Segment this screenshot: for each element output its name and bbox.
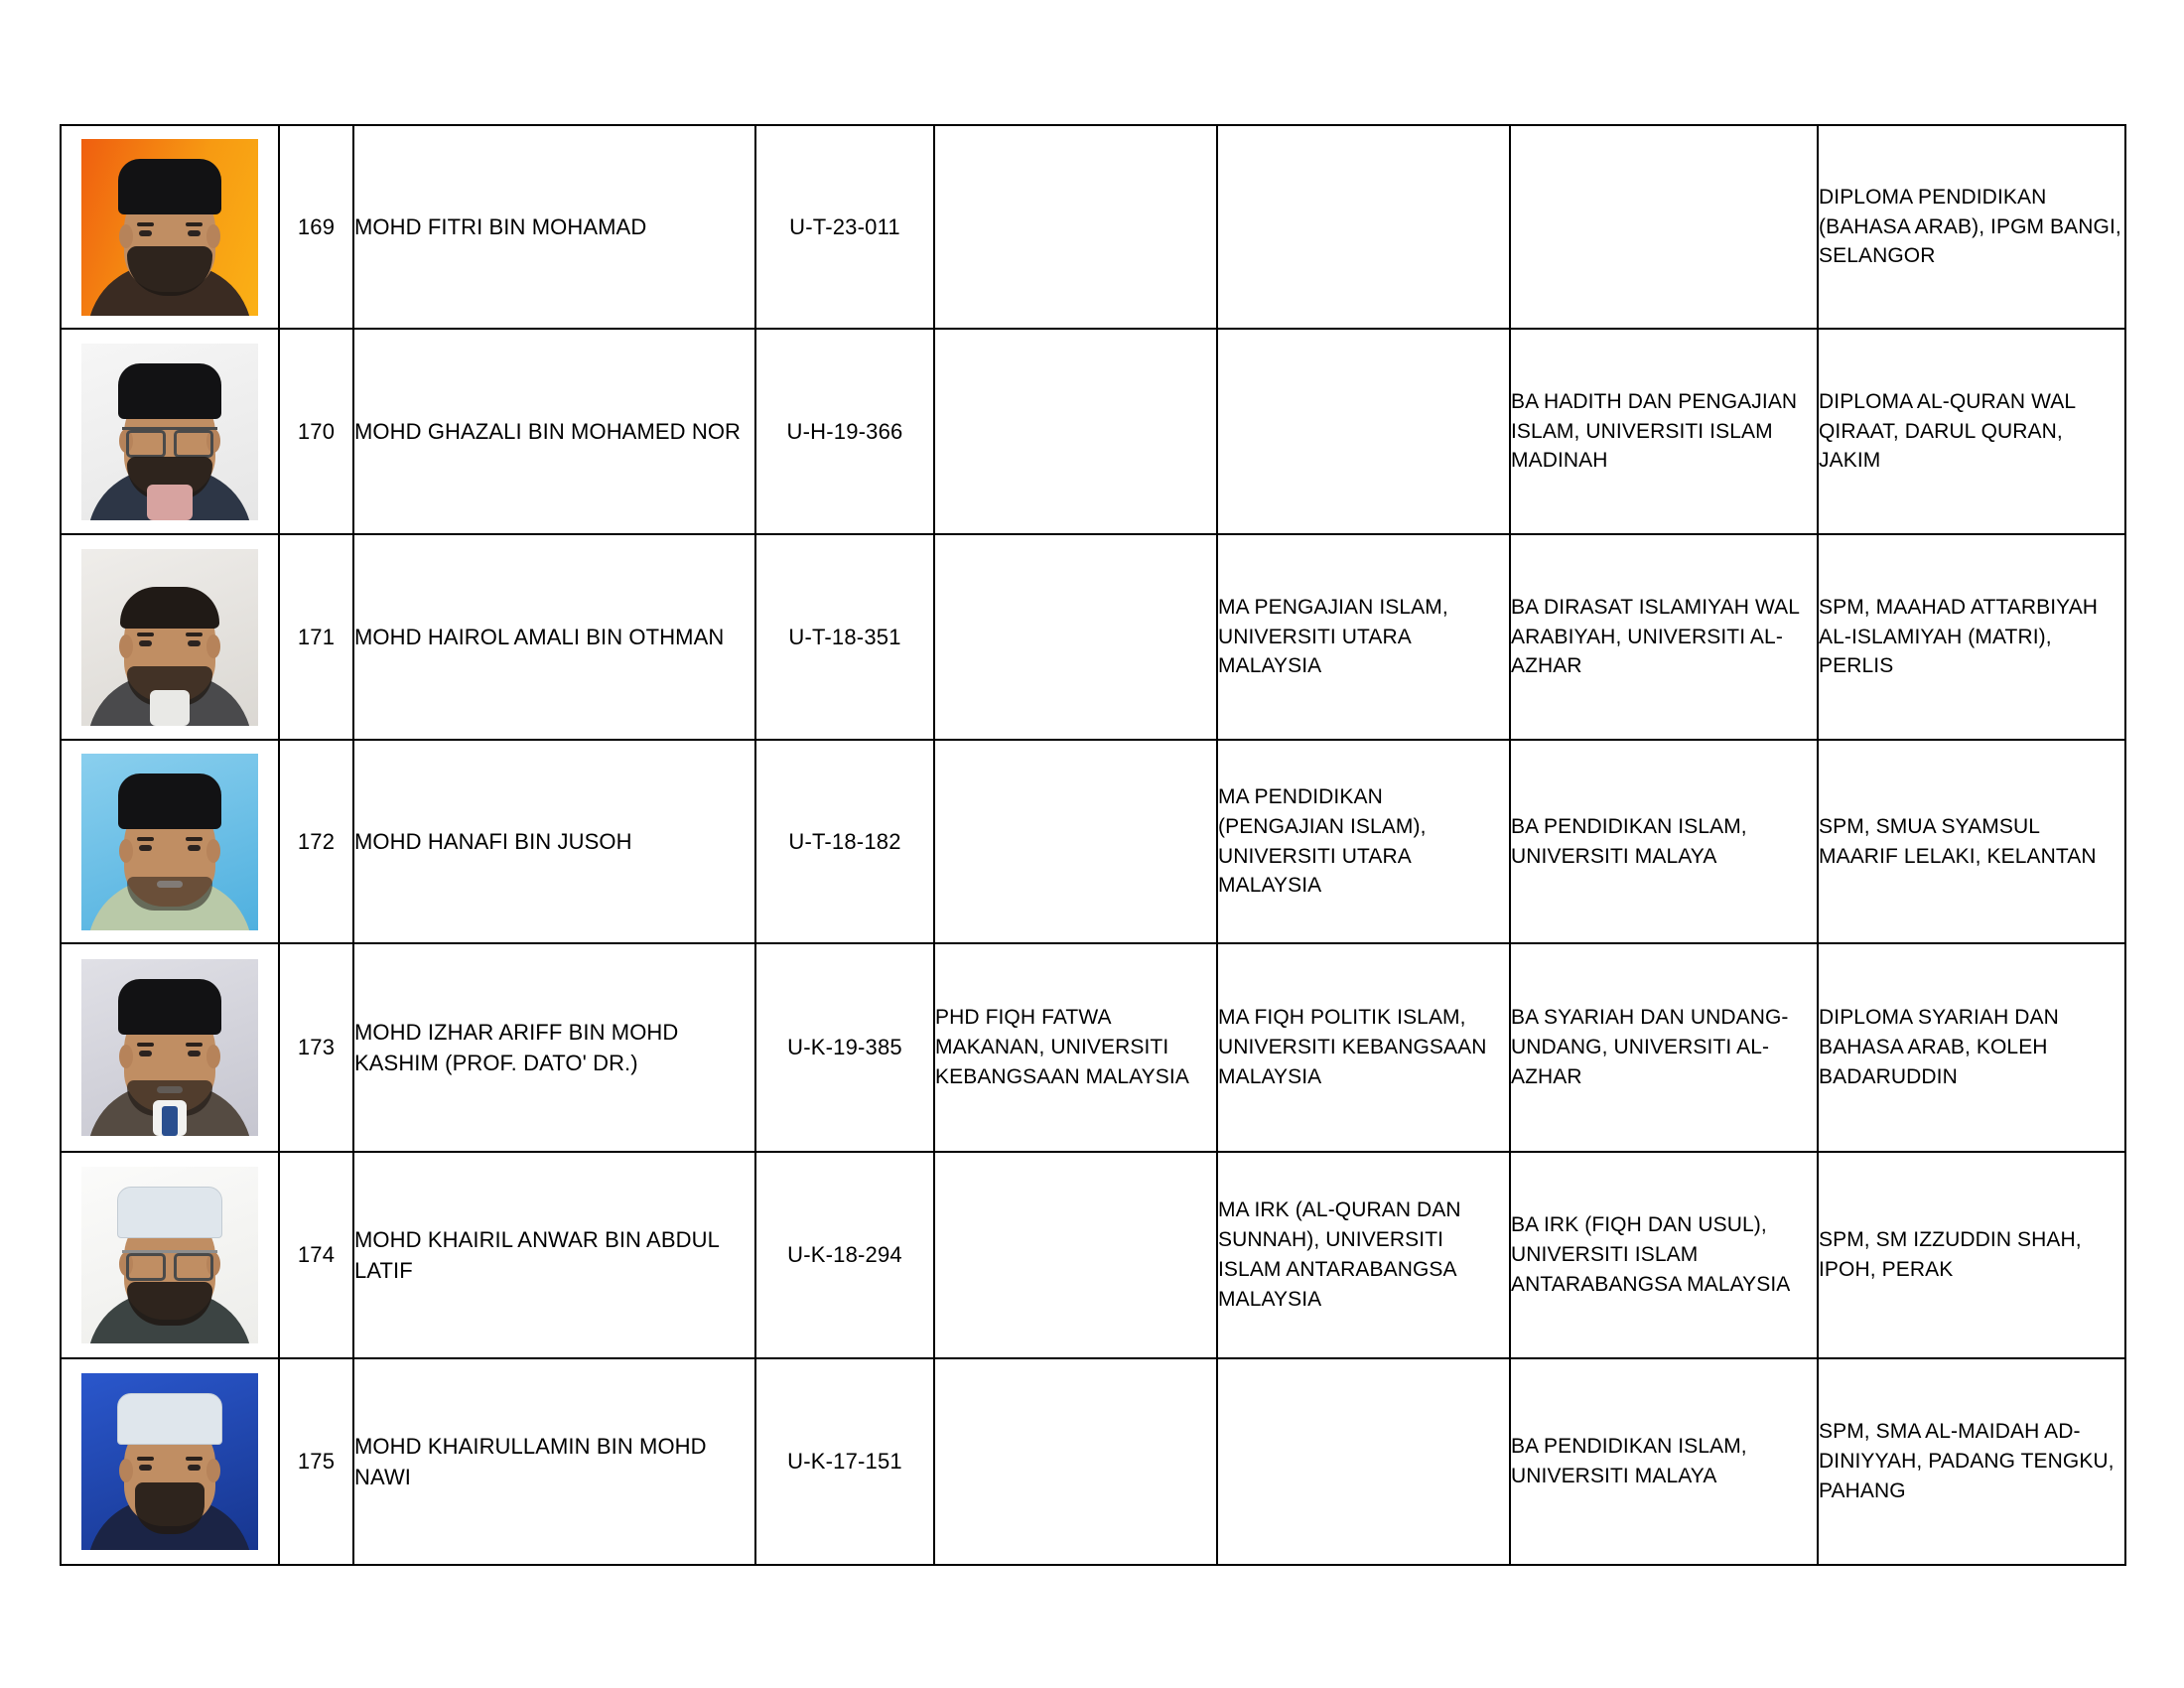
person-name: MOHD FITRI BIN MOHAMAD: [353, 125, 755, 329]
eye-right: [188, 1051, 201, 1056]
eye-left: [139, 1051, 152, 1056]
ear-right: [206, 634, 220, 658]
person-id: U-H-19-366: [755, 329, 934, 534]
songkok-cap: [118, 159, 221, 214]
phd-qualification: [934, 125, 1217, 329]
ear-left: [119, 224, 133, 248]
row-number: 171: [279, 534, 353, 740]
eyebrow-left: [137, 222, 154, 226]
diploma-qualification: DIPLOMA PENDIDIKAN (BAHASA ARAB), IPGM BANGI, SELANGOR: [1818, 125, 2125, 329]
necktie: [162, 1106, 178, 1136]
eyeglasses: [122, 1250, 217, 1279]
phd-qualification: [934, 740, 1217, 943]
photo-cell: [61, 1358, 279, 1565]
person-name: MOHD IZHAR ARIFF BIN MOHD KASHIM (PROF. DATO' DR.): [353, 943, 755, 1152]
diploma-qualification: SPM, SMUA SYAMSUL MAARIF LELAKI, KELANTAN: [1818, 740, 2125, 943]
eyebrow-right: [186, 837, 203, 841]
eye-left: [139, 845, 152, 851]
person-id: U-T-18-351: [755, 534, 934, 740]
hair: [120, 587, 219, 629]
masters-qualification: MA PENDIDIKAN (PENGAJIAN ISLAM), UNIVERSITI UTARA MALAYSIA: [1217, 740, 1510, 943]
ear-left: [119, 1045, 133, 1068]
person-id: U-T-23-011: [755, 125, 934, 329]
diploma-qualification: SPM, SM IZZUDDIN SHAH, IPOH, PERAK: [1818, 1152, 2125, 1358]
shirt-collar: [147, 485, 193, 520]
eye-right: [188, 230, 201, 236]
photo-cell: [61, 1152, 279, 1358]
eyebrow-left: [137, 633, 154, 636]
diploma-qualification: SPM, SMA AL-MAIDAH AD-DINIYYAH, PADANG TENGKU, PAHANG: [1818, 1358, 2125, 1565]
bachelors-qualification: BA SYARIAH DAN UNDANG-UNDANG, UNIVERSITI AL-AZHAR: [1510, 943, 1818, 1152]
row-number: 175: [279, 1358, 353, 1565]
masters-qualification: [1217, 329, 1510, 534]
diploma-qualification: DIPLOMA AL-QURAN WAL QIRAAT, DARUL QURAN, JAKIM: [1818, 329, 2125, 534]
person-name: MOHD HANAFI BIN JUSOH: [353, 740, 755, 943]
photo-cell: [61, 740, 279, 943]
person-id: U-T-18-182: [755, 740, 934, 943]
photo-cell: [61, 943, 279, 1152]
table-row: [61, 534, 2125, 740]
person-id: U-K-19-385: [755, 943, 934, 1152]
beard: [127, 877, 212, 911]
portrait-photo: [81, 754, 258, 930]
portrait-photo: [81, 549, 258, 726]
ear-left: [119, 839, 133, 863]
bachelors-qualification: BA PENDIDIKAN ISLAM, UNIVERSITI MALAYA: [1510, 1358, 1818, 1565]
masters-qualification: [1217, 1358, 1510, 1565]
songkok-cap: [118, 363, 221, 419]
row-number: 172: [279, 740, 353, 943]
diploma-qualification: SPM, MAAHAD ATTARBIYAH AL-ISLAMIYAH (MATRI), PERLIS: [1818, 534, 2125, 740]
ear-right: [206, 1045, 220, 1068]
eyebrow-right: [186, 633, 203, 636]
ear-left: [119, 1459, 133, 1482]
eyeglasses: [122, 427, 217, 456]
bachelors-qualification: BA PENDIDIKAN ISLAM, UNIVERSITI MALAYA: [1510, 740, 1818, 943]
masters-qualification: MA FIQH POLITIK ISLAM, UNIVERSITI KEBANGSAAN MALAYSIA: [1217, 943, 1510, 1152]
phd-qualification: [934, 1358, 1217, 1565]
ear-right: [206, 1459, 220, 1482]
person-id: U-K-18-294: [755, 1152, 934, 1358]
songkok-cap: [118, 774, 221, 829]
phd-qualification: [934, 329, 1217, 534]
table-row: [61, 125, 2125, 329]
roster-table: [60, 124, 2126, 1566]
table-row: [61, 943, 2125, 1152]
masters-qualification: [1217, 125, 1510, 329]
portrait-photo: [81, 959, 258, 1136]
kopiah-cap: [117, 1187, 222, 1238]
table-row: [61, 329, 2125, 534]
songkok-cap: [118, 979, 221, 1035]
eye-left: [139, 230, 152, 236]
person-name: MOHD KHAIRULLAMIN BIN MOHD NAWI: [353, 1358, 755, 1565]
portrait-photo: [81, 1167, 258, 1343]
eyebrow-left: [137, 837, 154, 841]
bachelors-qualification: BA DIRASAT ISLAMIYAH WAL ARABIYAH, UNIVERSITI AL-AZHAR: [1510, 534, 1818, 740]
kopiah-cap: [117, 1393, 222, 1445]
person-name: MOHD HAIROL AMALI BIN OTHMAN: [353, 534, 755, 740]
beard: [135, 1482, 205, 1534]
person-name: MOHD GHAZALI BIN MOHAMED NOR: [353, 329, 755, 534]
person-id: U-K-17-151: [755, 1358, 934, 1565]
roster-table-body: [61, 125, 2125, 1565]
masters-qualification: MA IRK (AL-QURAN DAN SUNNAH), UNIVERSITI ISLAM ANTARABANGSA MALAYSIA: [1217, 1152, 1510, 1358]
table-row: [61, 1358, 2125, 1565]
bachelors-qualification: [1510, 125, 1818, 329]
row-number: 169: [279, 125, 353, 329]
row-number: 174: [279, 1152, 353, 1358]
phd-qualification: PHD FIQH FATWA MAKANAN, UNIVERSITI KEBANGSAAN MALAYSIA: [934, 943, 1217, 1152]
bachelors-qualification: BA IRK (FIQH DAN USUL), UNIVERSITI ISLAM ANTARABANGSA MALAYSIA: [1510, 1152, 1818, 1358]
eye-left: [139, 1465, 152, 1471]
eye-left: [139, 640, 152, 646]
table-row: [61, 740, 2125, 943]
shirt-collar: [150, 690, 190, 726]
diploma-qualification: DIPLOMA SYARIAH DAN BAHASA ARAB, KOLEH BADARUDDIN: [1818, 943, 2125, 1152]
masters-qualification: MA PENGAJIAN ISLAM, UNIVERSITI UTARA MALAYSIA: [1217, 534, 1510, 740]
eyebrow-right: [186, 1457, 203, 1461]
photo-cell: [61, 125, 279, 329]
eyebrow-right: [186, 1043, 203, 1047]
ear-right: [206, 224, 220, 248]
portrait-photo: [81, 344, 258, 520]
eyebrow-left: [137, 1457, 154, 1461]
photo-cell: [61, 329, 279, 534]
row-number: 170: [279, 329, 353, 534]
eye-right: [188, 845, 201, 851]
row-number: 173: [279, 943, 353, 1152]
table-row: [61, 1152, 2125, 1358]
ear-left: [119, 634, 133, 658]
eyebrow-left: [137, 1043, 154, 1047]
eye-right: [188, 640, 201, 646]
ear-right: [206, 839, 220, 863]
portrait-photo: [81, 139, 258, 316]
portrait-photo: [81, 1373, 258, 1550]
eye-right: [188, 1465, 201, 1471]
phd-qualification: [934, 1152, 1217, 1358]
photo-cell: [61, 534, 279, 740]
bachelors-qualification: BA HADITH DAN PENGAJIAN ISLAM, UNIVERSITI ISLAM MADINAH: [1510, 329, 1818, 534]
phd-qualification: [934, 534, 1217, 740]
eyebrow-right: [186, 222, 203, 226]
person-name: MOHD KHAIRIL ANWAR BIN ABDUL LATIF: [353, 1152, 755, 1358]
